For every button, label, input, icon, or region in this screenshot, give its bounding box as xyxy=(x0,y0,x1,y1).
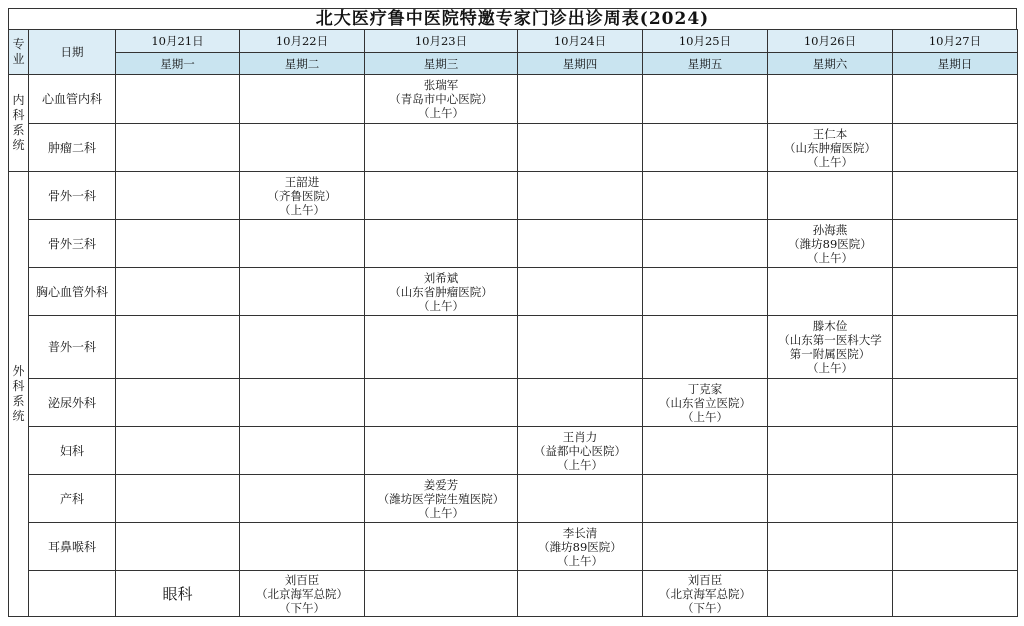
schedule-table xyxy=(8,29,1018,617)
schedule-cell xyxy=(240,75,365,124)
schedule-cell xyxy=(116,316,240,379)
schedule-cell xyxy=(365,379,518,427)
doctor-name: 张瑞军 xyxy=(423,78,459,92)
schedule-cell xyxy=(240,571,365,617)
schedule-cell xyxy=(365,172,518,220)
clinic-time: （上午） xyxy=(807,250,853,265)
doctor-name: 王韶进 xyxy=(284,174,320,189)
header-row-dates xyxy=(9,30,1018,53)
schedule-cell xyxy=(365,220,518,268)
doctor-hospital: （益都中心医院） xyxy=(534,443,626,458)
doctor-hospital: （潍坊医学院生殖医院） xyxy=(377,491,505,506)
schedule-cell xyxy=(768,220,893,268)
clinic-time: （上午） xyxy=(557,457,603,472)
schedule-cell xyxy=(116,268,240,316)
system-label-surgery: 外科系统 xyxy=(9,172,29,617)
doctor-name: 李长清 xyxy=(562,525,598,540)
schedule-cell xyxy=(518,268,643,316)
schedule-cell xyxy=(518,220,643,268)
department-name: 心血管内科 xyxy=(29,75,116,124)
schedule-cell xyxy=(768,571,893,617)
schedule-cell xyxy=(768,172,893,220)
date-cell: 10月22日 xyxy=(240,30,365,53)
schedule-cell xyxy=(893,220,1018,268)
schedule-cell xyxy=(116,124,240,172)
schedule-sheet xyxy=(8,8,1017,620)
date-cell: 10月21日 xyxy=(116,30,240,53)
clinic-time: （上午） xyxy=(807,361,853,375)
department-name: 骨外一科 xyxy=(29,172,116,220)
schedule-cell xyxy=(643,172,768,220)
schedule-cell xyxy=(768,475,893,523)
doctor-hospital: （北京海军总院） xyxy=(659,586,751,601)
schedule-cell xyxy=(518,124,643,172)
table-row xyxy=(9,172,1018,220)
doctor-name: 刘百臣 xyxy=(284,572,320,587)
schedule-cell xyxy=(893,172,1018,220)
table-row xyxy=(9,427,1018,475)
schedule-cell xyxy=(116,220,240,268)
schedule-cell xyxy=(365,316,518,379)
schedule-cell xyxy=(518,427,643,475)
table-row xyxy=(9,475,1018,523)
weekday-cell: 星期日 xyxy=(893,53,1018,75)
schedule-cell xyxy=(768,379,893,427)
doctor-hospital: （北京海军总院） xyxy=(256,586,348,601)
schedule-cell xyxy=(365,427,518,475)
clinic-time: （下午） xyxy=(279,600,325,615)
date-cell: 10月24日 xyxy=(518,30,643,53)
table-row xyxy=(9,268,1018,316)
schedule-cell xyxy=(768,124,893,172)
schedule-cell xyxy=(643,75,768,124)
schedule-cell xyxy=(240,379,365,427)
schedule-cell xyxy=(240,124,365,172)
department-name: 泌尿外科 xyxy=(29,379,116,427)
doctor-hospital: （青岛市中心医院） xyxy=(389,92,493,106)
doctor-hospital: （潍坊89医院） xyxy=(538,539,622,554)
clinic-time: （上午） xyxy=(418,298,464,313)
system-label-empty xyxy=(29,571,116,617)
date-cell: 10月27日 xyxy=(893,30,1018,53)
doctor-hospital-line2: 第一附属医院） xyxy=(789,347,871,361)
department-name: 产科 xyxy=(29,475,116,523)
doctor-hospital: （山东省立医院） xyxy=(659,395,751,410)
header-row-weekdays xyxy=(9,53,1018,75)
department-name: 妇科 xyxy=(29,427,116,475)
schedule-cell xyxy=(643,571,768,617)
weekday-cell: 星期四 xyxy=(518,53,643,75)
schedule-cell xyxy=(643,316,768,379)
schedule-cell xyxy=(893,268,1018,316)
schedule-cell xyxy=(116,427,240,475)
doctor-name: 王肖力 xyxy=(562,429,598,444)
doctor-name: 刘百臣 xyxy=(687,572,723,587)
schedule-cell xyxy=(893,523,1018,571)
schedule-cell xyxy=(116,379,240,427)
doctor-name: 王仁本 xyxy=(812,126,848,141)
weekday-cell: 星期三 xyxy=(365,53,518,75)
schedule-cell xyxy=(240,427,365,475)
date-cell: 10月25日 xyxy=(643,30,768,53)
schedule-cell xyxy=(643,427,768,475)
schedule-cell xyxy=(518,75,643,124)
schedule-cell xyxy=(768,75,893,124)
schedule-cell xyxy=(518,571,643,617)
weekday-cell: 星期二 xyxy=(240,53,365,75)
schedule-cell xyxy=(893,571,1018,617)
department-name: 耳鼻喉科 xyxy=(29,523,116,571)
schedule-cell xyxy=(768,427,893,475)
department-name: 肿瘤二科 xyxy=(29,124,116,172)
table-row xyxy=(9,220,1018,268)
schedule-cell xyxy=(768,316,893,379)
doctor-name: 滕木俭 xyxy=(812,319,848,333)
schedule-cell xyxy=(643,124,768,172)
specialty-header: 专业 xyxy=(9,30,29,75)
doctor-hospital: （齐鲁医院） xyxy=(267,188,337,203)
schedule-cell xyxy=(365,571,518,617)
schedule-cell xyxy=(518,475,643,523)
department-name: 胸心血管外科 xyxy=(29,268,116,316)
table-row xyxy=(9,571,1018,617)
date-header: 日期 xyxy=(29,30,116,75)
clinic-time: （上午） xyxy=(418,106,464,120)
schedule-cell xyxy=(365,75,518,124)
schedule-cell xyxy=(518,523,643,571)
schedule-cell xyxy=(116,523,240,571)
schedule-cell xyxy=(643,379,768,427)
weekday-cell: 星期六 xyxy=(768,53,893,75)
clinic-time: （上午） xyxy=(418,505,464,520)
page-title: 北大医疗鲁中医院特邀专家门诊出诊周表(2024) xyxy=(8,8,1017,30)
schedule-cell xyxy=(893,379,1018,427)
schedule-cell xyxy=(518,316,643,379)
doctor-hospital: （山东肿瘤医院） xyxy=(784,140,876,155)
department-name: 普外一科 xyxy=(29,316,116,379)
schedule-cell xyxy=(116,475,240,523)
schedule-cell xyxy=(893,475,1018,523)
department-name: 眼科 xyxy=(116,571,240,617)
schedule-cell xyxy=(643,475,768,523)
schedule-cell xyxy=(643,523,768,571)
schedule-cell xyxy=(240,316,365,379)
department-name: 骨外三科 xyxy=(29,220,116,268)
schedule-cell xyxy=(240,172,365,220)
schedule-cell xyxy=(643,220,768,268)
schedule-cell xyxy=(240,220,365,268)
schedule-cell xyxy=(518,379,643,427)
date-cell: 10月26日 xyxy=(768,30,893,53)
schedule-cell xyxy=(365,268,518,316)
clinic-time: （上午） xyxy=(682,409,728,424)
table-row xyxy=(9,75,1018,124)
clinic-time: （上午） xyxy=(279,202,325,217)
schedule-cell xyxy=(643,268,768,316)
schedule-cell xyxy=(240,475,365,523)
schedule-cell xyxy=(240,268,365,316)
doctor-hospital: （山东第一医科大学 xyxy=(778,333,882,347)
schedule-cell xyxy=(518,172,643,220)
schedule-cell xyxy=(893,124,1018,172)
schedule-cell xyxy=(365,523,518,571)
schedule-cell xyxy=(768,523,893,571)
schedule-cell xyxy=(893,427,1018,475)
clinic-time: （下午） xyxy=(682,600,728,615)
schedule-cell xyxy=(116,75,240,124)
table-row xyxy=(9,316,1018,379)
weekday-cell: 星期五 xyxy=(643,53,768,75)
table-row xyxy=(9,124,1018,172)
system-label-internal: 内科系统 xyxy=(9,75,29,172)
table-row xyxy=(9,379,1018,427)
schedule-cell xyxy=(240,523,365,571)
schedule-cell xyxy=(365,475,518,523)
doctor-name: 丁克家 xyxy=(687,381,723,396)
doctor-hospital: （山东省肿瘤医院） xyxy=(389,284,493,299)
schedule-cell xyxy=(893,75,1018,124)
schedule-cell xyxy=(116,172,240,220)
date-cell: 10月23日 xyxy=(365,30,518,53)
doctor-name: 孙海燕 xyxy=(812,222,848,237)
doctor-name: 姜爱芳 xyxy=(423,477,459,492)
doctor-name: 刘希斌 xyxy=(423,270,459,285)
clinic-time: （上午） xyxy=(807,154,853,169)
doctor-hospital: （潍坊89医院） xyxy=(788,236,872,251)
clinic-time: （上午） xyxy=(557,553,603,568)
schedule-cell xyxy=(365,124,518,172)
table-row xyxy=(9,523,1018,571)
schedule-cell xyxy=(893,316,1018,379)
schedule-cell xyxy=(768,268,893,316)
weekday-cell: 星期一 xyxy=(116,53,240,75)
